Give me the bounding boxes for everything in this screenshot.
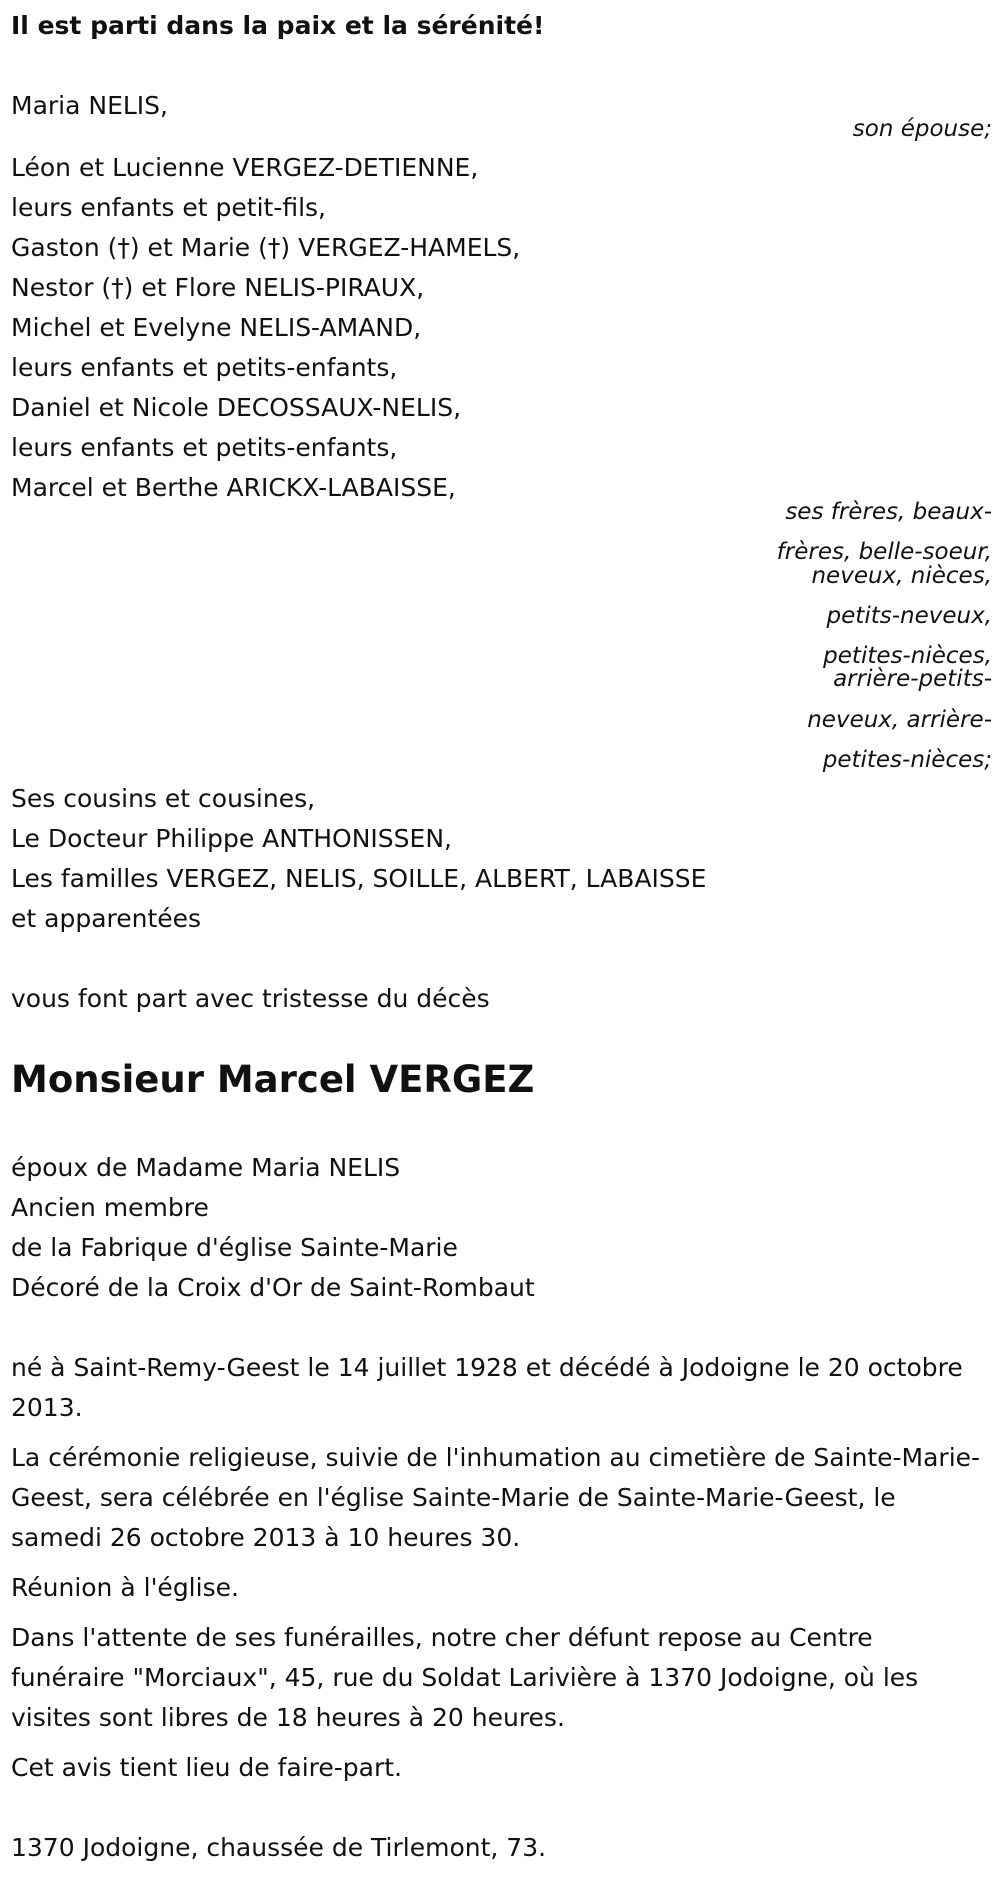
family-role-line: petits-neveux, <box>826 603 992 629</box>
birth-death-paragraph: né à Saint-Remy-Geest le 14 juillet 1928 et décédé à Jodoigne le 20 octobre 2013. <box>11 1353 963 1422</box>
family-role-line: neveux, arrière- <box>807 707 992 733</box>
deceased-detail: Ancien membre <box>11 1193 209 1222</box>
ceremony-paragraph: La cérémonie religieuse, suivie de l'inhumation au cimetière de Sainte-Marie-Geest, sera célébrée en l'église Sainte-Marie de Sainte-Marie-Geest, le samedi 26 octobre 2013 à 10 heures 30. <box>11 1443 981 1552</box>
family-role-line: ses frères, beaux- <box>785 499 992 525</box>
address-line: 1370 Jodoigne, chaussée de Tirlemont, 73. <box>11 1833 547 1862</box>
family-line: Marcel et Berthe ARICKX-LABAISSE, <box>11 473 456 502</box>
family-line: leurs enfants et petits-enfants, <box>11 353 398 382</box>
spouse-name: Maria NELIS, <box>11 91 168 120</box>
family-line: Gaston (†) et Marie (†) VERGEZ-HAMELS, <box>11 233 521 262</box>
others-line: et apparentées <box>11 904 202 933</box>
family-role-line: petites-nièces, <box>823 643 992 669</box>
family-line: Léon et Lucienne VERGEZ-DETIENNE, <box>11 153 479 182</box>
visitation-paragraph: Dans l'attente de ses funérailles, notre cher défunt repose au Centre funéraire "Morciaux", 45, rue du Soldat Larivière à 1370 Jodoigne, où les visites sont libres de 18 heures à 20 heures. <box>11 1623 919 1732</box>
family-line: leurs enfants et petit-fils, <box>11 193 327 222</box>
others-line: Les familles VERGEZ, NELIS, SOILLE, ALBERT, LABAISSE <box>11 864 707 893</box>
header-line: Il est parti dans la paix et la sérénité! <box>11 11 545 40</box>
reunion-paragraph: Réunion à l'église. <box>11 1573 239 1602</box>
others-line: Ses cousins et cousines, <box>11 784 316 813</box>
family-line: Michel et Evelyne NELIS-AMAND, <box>11 313 422 342</box>
family-role-line: petites-nièces; <box>822 747 992 773</box>
others-line: Le Docteur Philippe ANTHONISSEN, <box>11 824 452 853</box>
family-line: leurs enfants et petits-enfants, <box>11 433 398 462</box>
deceased-detail: époux de Madame Maria NELIS <box>11 1153 401 1182</box>
family-line: Daniel et Nicole DECOSSAUX-NELIS, <box>11 393 462 422</box>
deceased-detail: de la Fabrique d'église Sainte-Marie <box>11 1233 458 1262</box>
family-line: Nestor (†) et Flore NELIS-PIRAUX, <box>11 273 425 302</box>
family-role-line: neveux, nièces, <box>811 563 992 589</box>
deceased-name: Monsieur Marcel VERGEZ <box>11 1058 535 1101</box>
announcement-line: vous font part avec tristesse du décès <box>11 984 490 1013</box>
family-role-line: arrière-petits- <box>833 666 992 692</box>
notice-paragraph: Cet avis tient lieu de faire-part. <box>11 1753 403 1782</box>
spouse-role: son épouse; <box>852 116 992 142</box>
deceased-detail: Décoré de la Croix d'Or de Saint-Rombaut <box>11 1273 535 1302</box>
family-role-line: frères, belle-soeur, <box>776 539 992 565</box>
